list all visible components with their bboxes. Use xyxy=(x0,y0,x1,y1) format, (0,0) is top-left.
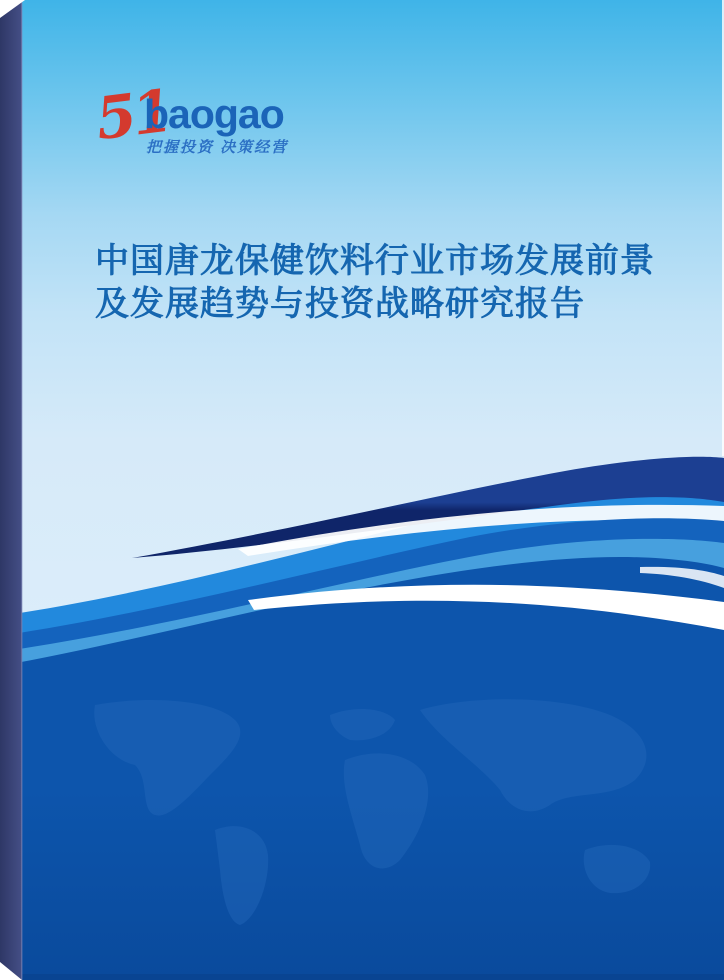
report-title xyxy=(95,240,685,326)
logo-51-mark: 51 xyxy=(92,76,173,154)
logo-tagline: 把握投资 决策经营 xyxy=(146,139,289,156)
logo-wordmark: baogao xyxy=(144,91,284,137)
logo xyxy=(90,76,350,176)
book-spine-highlight xyxy=(21,0,23,980)
bottom-edge-shade xyxy=(0,974,724,980)
report-title-line2: 及发展趋势与投资战略研究报告 xyxy=(95,285,585,323)
book-spine xyxy=(0,0,22,980)
report-title-line1: 中国唐龙保健饮料行业市场发展前景 xyxy=(95,242,655,280)
